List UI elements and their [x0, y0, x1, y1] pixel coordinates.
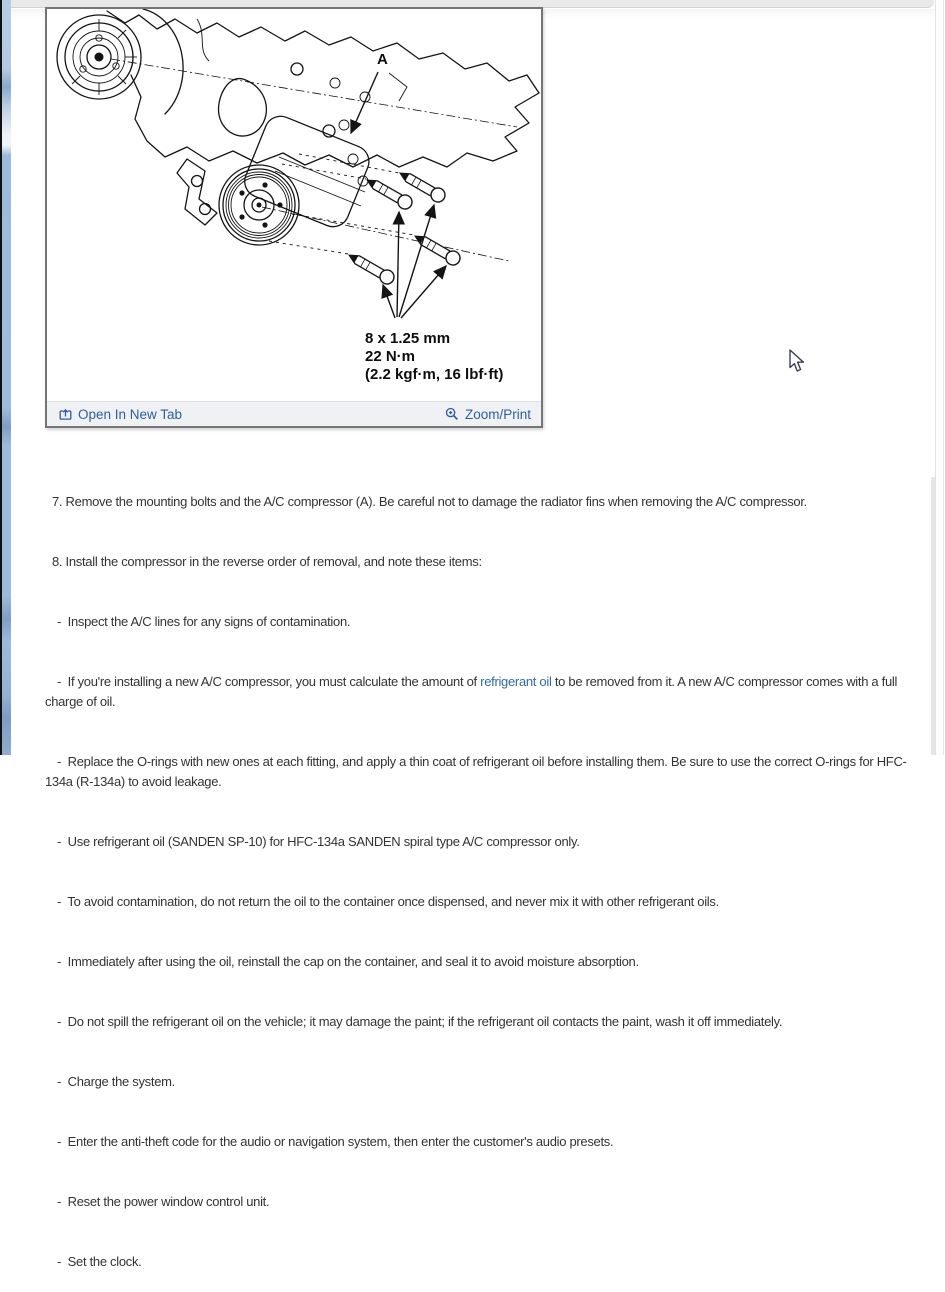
- ac-compressor-diagram: [47, 9, 541, 401]
- diagram-panel-footer: [47, 401, 541, 426]
- diagram-callout-label: A: [377, 51, 388, 68]
- zoom-print-label: Zoom/Print: [464, 406, 531, 422]
- bolt-leader-lines: [269, 154, 414, 254]
- refrigerant-oil-link[interactable]: refrigerant oil: [480, 674, 552, 689]
- instruction-step-8: 8. Install the compressor in the reverse order of removal, and note these items:: [52, 554, 482, 569]
- compressor-drawing: [219, 111, 374, 245]
- open-in-new-tab-link[interactable]: [59, 407, 182, 422]
- callout-a: [351, 51, 388, 133]
- torque-line-1: 8 x 1.25 mm: [365, 330, 451, 347]
- magnifier-plus-icon: [445, 407, 459, 421]
- bullet-reset-power-window: - Reset the power window control unit.: [57, 1194, 270, 1209]
- bullet-replace-orings: - Replace the O-rings with new ones at each fitting, and apply a thin coat of refrigerant oil before installing them. Be sure to use the correct O-rings for HFC-134a (R-134a) to avoid leakage.: [45, 754, 907, 789]
- bullet-reinstall-cap: - Immediately after using the oil, reinstall the cap on the container, and seal it to avoid moisture absorption.: [57, 954, 639, 969]
- vertical-scrollbar[interactable]: [935, 0, 944, 755]
- bullet-do-not-spill: - Do not spill the refrigerant oil on the vehicle; it may damage the paint; if the refrigerant oil contacts the paint, wash it off immediately.: [57, 1014, 783, 1029]
- open-in-new-tab-label: Open In New Tab: [78, 406, 183, 422]
- bullet-new-compressor: [45, 672, 923, 712]
- bullet-set-clock: - Set the clock.: [57, 1254, 142, 1269]
- engine-assembly-drawing: [57, 9, 539, 261]
- bullet-avoid-contamination: - To avoid contamination, do not return the oil to the container once dispensed, and never mix it with other refrigerant oils.: [57, 894, 719, 909]
- content-edge-shadow: [931, 477, 935, 755]
- bullet-charge-system: - Charge the system.: [57, 1074, 175, 1089]
- bullet-anti-theft-code: - Enter the anti-theft code for the audio or navigation system, then enter the customer's audio presets.: [57, 1134, 614, 1149]
- diagram-panel: [45, 7, 543, 428]
- torque-line-3: (2.2 kgf·m, 16 lbf·ft): [365, 366, 504, 383]
- bullet-new-compressor-pre: - If you're installing a new A/C compressor, you must calculate the amount of: [57, 674, 481, 689]
- instruction-step-7: 7. Remove the mounting bolts and the A/C compressor (A). Be careful not to damage the radiator fins when removing the A/C compressor.: [52, 494, 807, 509]
- diagram-image: [47, 9, 541, 401]
- instruction-list: [45, 452, 923, 1292]
- bullet-inspect-lines: - Inspect the A/C lines for any signs of contamination.: [57, 614, 351, 629]
- bullet-sanden-oil: - Use refrigerant oil (SANDEN SP-10) for HFC-134a SANDEN spiral type A/C compressor only.: [57, 834, 580, 849]
- torque-arrows: [383, 205, 446, 318]
- torque-spec-text: [365, 330, 503, 383]
- bullet-new-compressor-post: to be removed from it. A new A/C compressor comes with a full charge of oil.: [45, 674, 901, 709]
- torque-line-2: 22 N·m: [365, 348, 416, 365]
- mouse-cursor: [789, 349, 807, 379]
- zoom-print-link[interactable]: [445, 407, 531, 422]
- open-in-new-tab-icon: [59, 408, 72, 421]
- left-edge-scrollbar[interactable]: [2, 0, 11, 755]
